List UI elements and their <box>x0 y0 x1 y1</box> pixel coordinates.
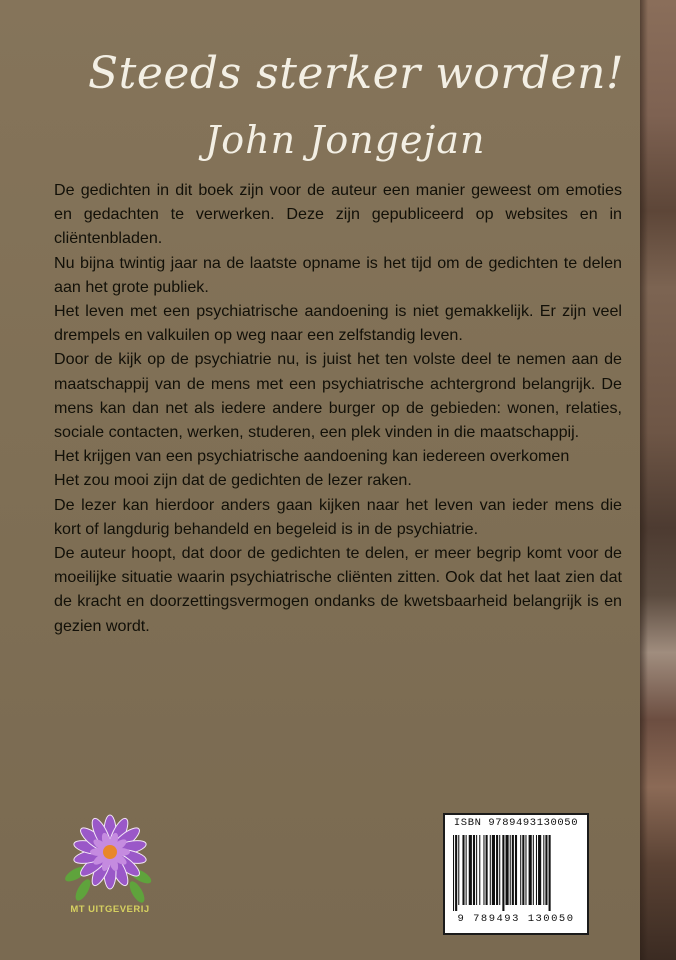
isbn-barcode <box>443 813 589 935</box>
blurb-paragraph: Door de kijk op de psychiatrie nu, is juist het ten volste deel te nemen aan de maatschappij van de mens met een psychiatrische achtergrond belangrijk. De mens kan dan net als iedere andere burger op de gebieden: wonen, relaties, sociale contacten, werken, studeren, een plek vinden in die maatschappij. <box>54 350 622 442</box>
blurb-text <box>54 178 622 638</box>
blurb-paragraph: De gedichten in dit boek zijn voor de auteur een manier geweest om emoties en gedachten te verwerken. Deze zijn gepubliceerd op websites en in cliëntenbladen. <box>54 181 622 248</box>
barcode-bar <box>469 835 472 905</box>
barcode-bar <box>510 835 511 905</box>
leaf-shape <box>73 877 94 903</box>
barcode-bar <box>543 835 544 905</box>
barcode-bar <box>499 835 500 905</box>
barcode-bar <box>538 835 541 905</box>
spine-photo-strip <box>640 0 676 960</box>
blurb-paragraph: De lezer kan hierdoor anders gaan kijken naar het leven van ieder mens die kort of langdurig behandeld en begeleid is in de psychiatrie. <box>54 495 622 538</box>
flower-center-shape <box>103 845 117 859</box>
blurb-paragraph: Nu bijna twintig jaar na de laatste opname is het tijd om de gedichten te delen aan het grote publiek. <box>54 253 622 296</box>
isbn-label: ISBN 9789493130050 <box>453 817 579 829</box>
barcode-bar <box>496 835 498 905</box>
isbn-digits: 9 789493 130050 <box>457 913 575 925</box>
barcode-bar <box>476 835 477 905</box>
barcode-bar <box>525 835 526 905</box>
barcode-bar <box>462 835 464 905</box>
barcode-bar <box>512 835 514 905</box>
barcode-bar <box>529 835 532 905</box>
blurb-paragraph: De auteur hoopt, dat door de gedichten te delen, er meer begrip komt voor de moeilijke situatie waarin psychiatrische cliënten zitten. Ook dat het laat zien dat de kracht en doorzettingsvermogen ondanks de kwetsbaarheid belangrijk is en gezien wordt. <box>54 544 622 635</box>
barcode-bar <box>466 835 467 905</box>
barcode-bar <box>483 835 484 905</box>
barcode-bar <box>486 835 488 905</box>
barcode-bar <box>522 835 524 905</box>
publisher-logo <box>60 812 160 922</box>
barcode-bar <box>479 835 480 905</box>
barcode-bar <box>492 835 495 905</box>
barcode-bar <box>458 835 459 905</box>
barcode-bar <box>453 835 454 911</box>
barcode-bar <box>520 835 521 905</box>
publisher-name: MT UITGEVERIJ <box>70 904 150 915</box>
flower-logo-icon <box>60 812 160 904</box>
barcode-bar <box>455 835 457 911</box>
book-title: Steeds sterker worden! <box>88 48 625 99</box>
barcode-bar <box>502 835 504 911</box>
barcode-bar <box>473 835 475 905</box>
blurb-paragraph: Het leven met een psychiatrische aandoening is niet gemakkelijk. Er zijn veel drempels en valkuilen op weg naar een zelfstandig leven. <box>54 302 622 345</box>
barcode-bar <box>533 835 534 905</box>
barcode-bar <box>549 835 551 911</box>
blurb-paragraph: Het krijgen van een psychiatrische aandoening kan iedereen overkomen <box>54 447 570 466</box>
book-author: John Jongejan <box>205 118 486 162</box>
barcode-bars <box>453 835 579 911</box>
barcode-bar <box>506 835 509 905</box>
barcode-bar <box>515 835 517 905</box>
barcode-bar <box>545 835 547 905</box>
blurb-paragraph: Het zou mooi zijn dat de gedichten de lezer raken. <box>54 471 412 490</box>
barcode-bar <box>536 835 537 905</box>
spine-shadow <box>640 0 648 960</box>
barcode-bar <box>490 835 491 905</box>
